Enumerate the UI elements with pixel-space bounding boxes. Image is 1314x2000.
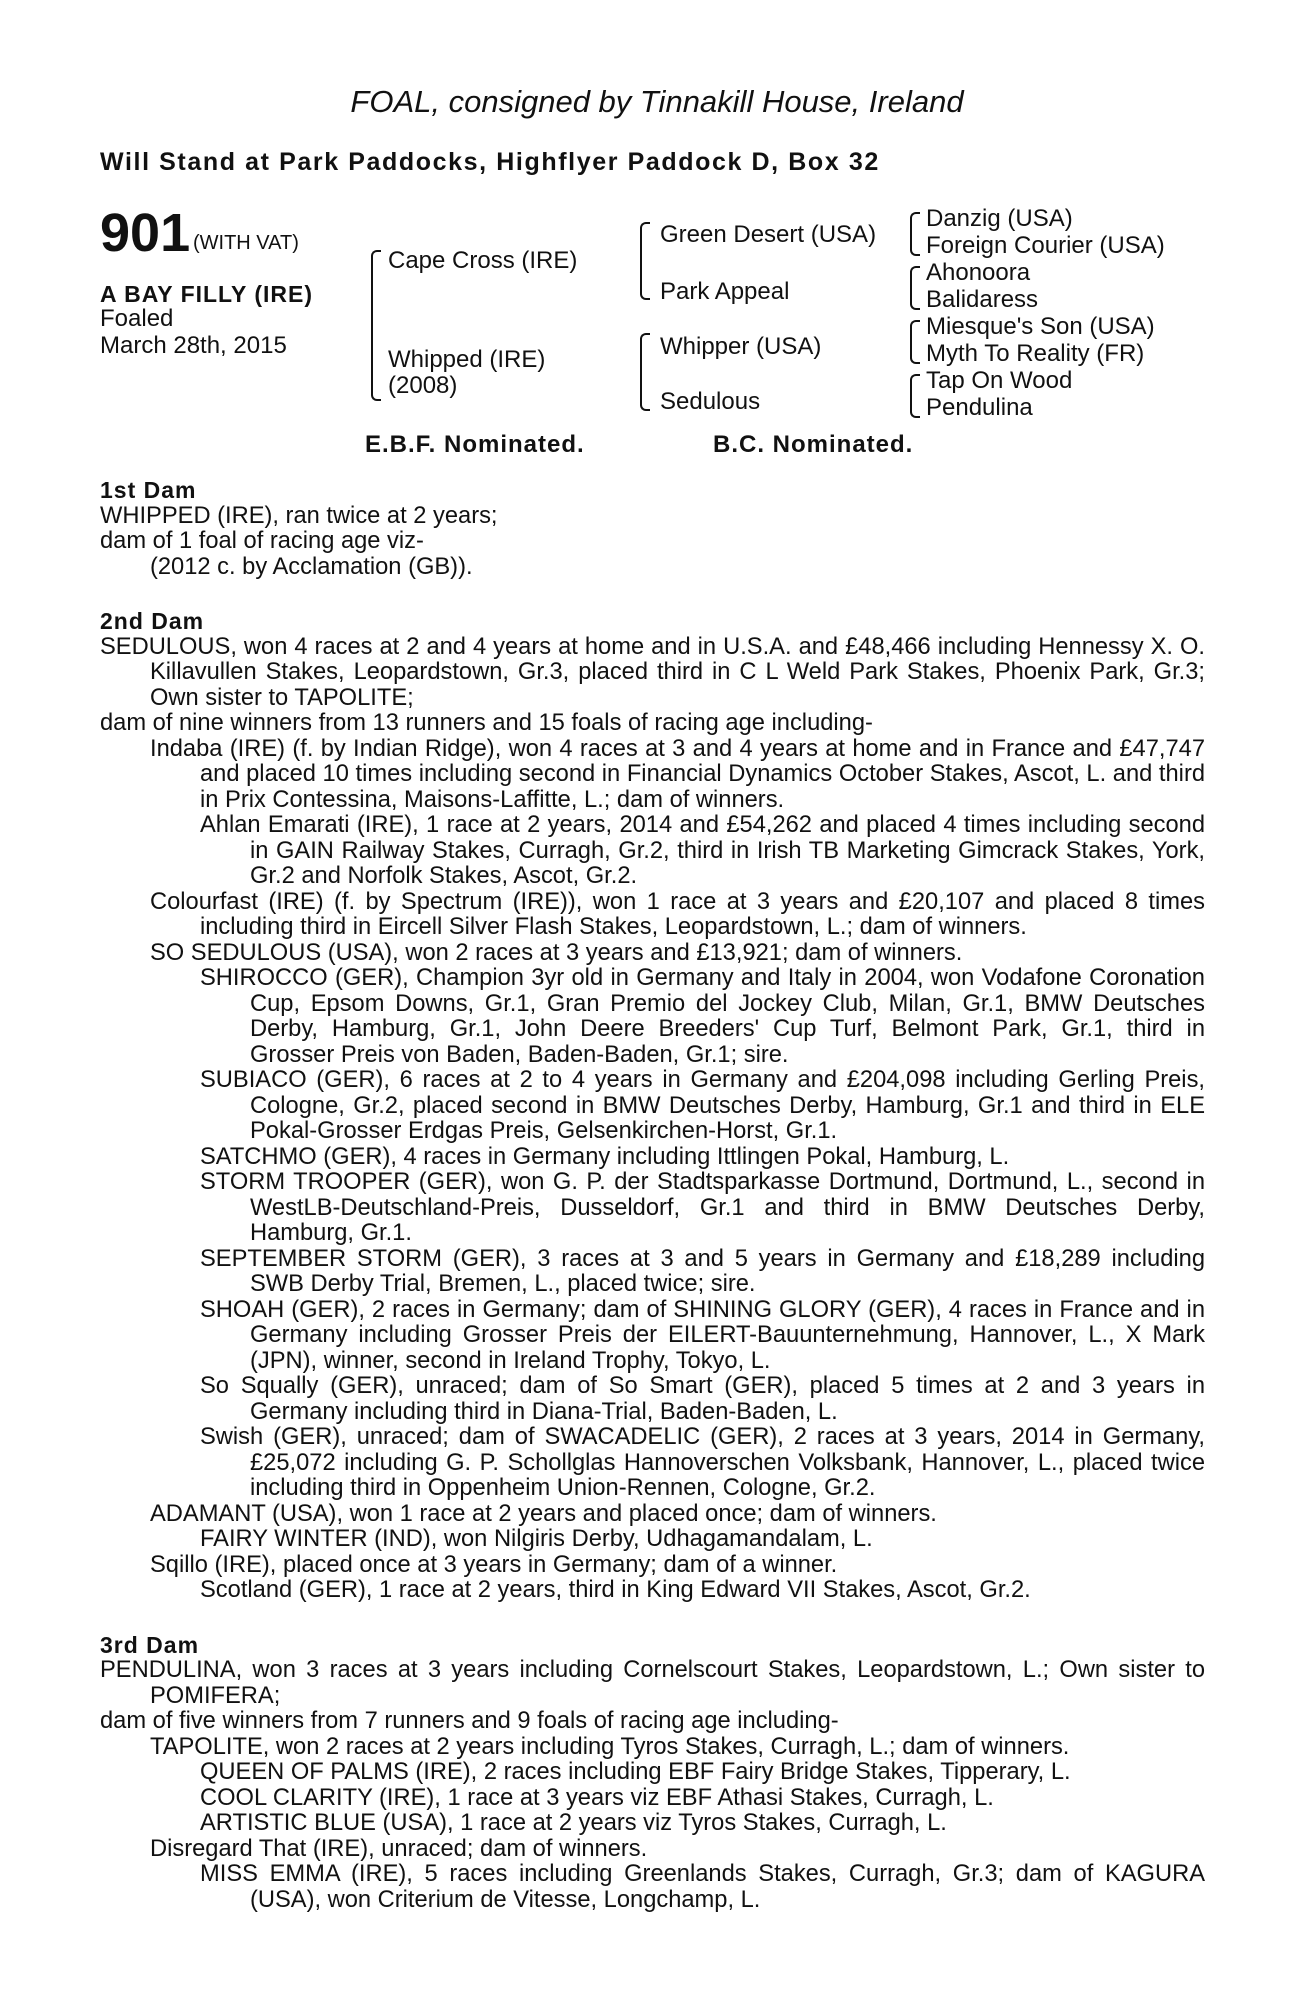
produce-entry: SO SEDULOUS (USA), won 2 races at 3 years and £13,921; dam of winners.: [150, 939, 963, 966]
produce-entry: SEPTEMBER STORM (GER), 3 races at 3 and 5 years in Germany and £18,289 including SWB Derby Trial, Bremen, L., placed twice; sire.: [200, 1245, 1205, 1297]
lot-number: 901: [100, 203, 191, 263]
first-dam-line: (2012 c. by Acclamation (GB)).: [150, 553, 473, 580]
third-dam-heading: 3rd Dam: [100, 1631, 200, 1658]
second-dam-heading: 2nd Dam: [100, 608, 205, 634]
pedigree-g3-7: Tap On Wood: [926, 367, 1073, 394]
pedigree-g3-4: Balidaress: [926, 286, 1039, 313]
pedigree-g3-1: Danzig (USA): [926, 205, 1073, 232]
pedigree-brace: [910, 266, 920, 310]
produce-entry: Ahlan Emarati (IRE), 1 race at 2 years, 2014 and £54,262 and placed 4 times including second in GAIN Railway Stakes, Curragh, Gr.2, third in Irish TB Marketing Gimcrack Stakes, York, Gr.2 and Norfolk Stakes, Ascot, Gr.2.: [200, 812, 1205, 889]
ebf-nominated: E.B.F. Nominated.: [365, 431, 585, 458]
first-dam-line: WHIPPED (IRE), ran twice at 2 years;: [100, 502, 498, 529]
pedigree-sire: Cape Cross (IRE): [388, 247, 578, 274]
pedigree-g3-5: Miesque's Son (USA): [926, 313, 1155, 340]
pedigree-brace: [910, 374, 920, 418]
foaled-date: March 28th, 2015: [100, 332, 287, 359]
produce-entry: SHIROCCO (GER), Champion 3yr old in Germany and Italy in 2004, won Vodafone Coronation Cup, Epsom Downs, Gr.1, Gran Premio del Jockey Club, Milan, Gr.1, BMW Deutsches Derby, Hamburg, Gr.1, John Deere Breeders' Cup Turf, Belmont Park, Gr.1, third in Grosser Preis von Baden, Baden-Baden, Gr.1; sire.: [200, 965, 1205, 1068]
produce-entry: FAIRY WINTER (IND), won Nilgiris Derby, Udhagamandalam, L.: [200, 1526, 873, 1552]
pedigree-dam-dam: Sedulous: [660, 388, 761, 415]
produce-entry: ARTISTIC BLUE (USA), 1 race at 2 years viz Tyros Stakes, Curragh, L.: [200, 1810, 947, 1836]
dam-record: SEDULOUS, won 4 races at 2 and 4 years at home and in U.S.A. and £48,466 including Hennessy X. O. Killavullen Stakes, Leopardstown, Gr.3, placed third in C L Weld Park Stakes, Phoenix Park, Gr.3; Own sister to TAPOLITE;: [100, 633, 1205, 711]
dam-record: PENDULINA, won 3 races at 3 years including Cornelscourt Stakes, Leopardstown, L.; Own sister to POMIFERA;: [100, 1657, 1205, 1709]
pedigree-sire-dam: Park Appeal: [660, 278, 790, 305]
pedigree-brace: [640, 333, 650, 411]
pedigree-g3-6: Myth To Reality (FR): [926, 340, 1145, 367]
pedigree-brace: [640, 222, 650, 300]
produce-entry: SATCHMO (GER), 4 races in Germany including Ittlingen Pokal, Hamburg, L.: [200, 1143, 1010, 1170]
produce-entry: Indaba (IRE) (f. by Indian Ridge), won 4 races at 3 and 4 years at home and in France and £47,747 and placed 10 times including second in Financial Dynamics October Stakes, Ascot, L. and third in Prix Contessina, Maisons-Laffitte, L.; dam of winners.: [150, 735, 1205, 813]
produce-entry: SHOAH (GER), 2 races in Germany; dam of SHINING GLORY (GER), 4 races in France and in Germany including Grosser Preis der EILERT-Bauunternehmung, Hannover, L., X Mark (JPN), winner, second in Ireland Trophy, Tokyo, L.: [200, 1296, 1205, 1374]
dam-produce-summary: dam of five winners from 7 runners and 9 foals of racing age including-: [100, 1708, 839, 1734]
pedigree-brace: [910, 212, 920, 256]
produce-entry: Swish (GER), unraced; dam of SWACADELIC (GER), 2 races at 3 years, 2014 in Germany, £25,072 including G. P. Schollglas Hannoverschen Volksbank, Hannover, L., placed twice including third in Oppenheim Union-Rennen, Cologne, Gr.2.: [200, 1424, 1205, 1501]
produce-entry: Disregard That (IRE), unraced; dam of winners.: [150, 1835, 648, 1862]
pedigree-dam-sire: Whipper (USA): [660, 333, 822, 360]
vat-note: (WITH VAT): [193, 232, 299, 254]
pedigree-g3-2: Foreign Courier (USA): [926, 232, 1165, 259]
consignment-title: FOAL, consigned by Tinnakill House, Ireland: [350, 84, 964, 119]
first-dam-line: dam of 1 foal of racing age viz-: [100, 528, 424, 554]
produce-entry: MISS EMMA (IRE), 5 races including Greenlands Stakes, Curragh, Gr.3; dam of KAGURA (USA), won Criterium de Vitesse, Longchamp, L.: [200, 1861, 1205, 1913]
produce-entry: QUEEN OF PALMS (IRE), 2 races including EBF Fairy Bridge Stakes, Tipperary, L.: [200, 1759, 1071, 1785]
pedigree-dam: Whipped (IRE): [388, 346, 546, 373]
horse-description: A BAY FILLY (IRE): [100, 281, 313, 307]
produce-entry: Scotland (GER), 1 race at 2 years, third in King Edward VII Stakes, Ascot, Gr.2.: [200, 1577, 1031, 1603]
produce-entry: Colourfast (IRE) (f. by Spectrum (IRE)), won 1 race at 3 years and £20,107 and placed 8 times including third in Eircell Silver Flash Stakes, Leopardstown, L.; dam of winners.: [150, 888, 1205, 940]
produce-entry: TAPOLITE, won 2 races at 2 years including Tyros Stakes, Curragh, L.; dam of winners.: [150, 1733, 1070, 1760]
produce-entry: Sqillo (IRE), placed once at 3 years in Germany; dam of a winner.: [150, 1551, 838, 1578]
pedigree-g3-8: Pendulina: [926, 394, 1033, 421]
produce-entry: SUBIACO (GER), 6 races at 2 to 4 years in Germany and £204,098 including Gerling Preis, Cologne, Gr.2, placed second in BMW Deutsches Derby, Hamburg, Gr.1 and third in ELE Pokal-Grosser Erdgas Preis, Gelsenkirchen-Horst, Gr.1.: [200, 1067, 1205, 1144]
produce-entry: So Squally (GER), unraced; dam of So Smart (GER), placed 5 times at 2 and 3 years in Germany including third in Diana-Trial, Baden-Baden, L.: [200, 1373, 1205, 1425]
produce-entry: COOL CLARITY (IRE), 1 race at 3 years viz EBF Athasi Stakes, Curragh, L.: [200, 1784, 994, 1811]
produce-entry: STORM TROOPER (GER), won G. P. der Stadtsparkasse Dortmund, Dortmund, L., second in WestLB-Deutschland-Preis, Dusseldorf, Gr.1 and third in BMW Deutsches Derby, Hamburg, Gr.1.: [200, 1169, 1205, 1246]
pedigree-dam-year: (2008): [388, 372, 458, 399]
bc-nominated: B.C. Nominated.: [713, 431, 914, 458]
foaled-label: Foaled: [100, 305, 174, 332]
pedigree-sire-sire: Green Desert (USA): [660, 221, 877, 248]
pedigree-brace: [371, 250, 381, 401]
stand-location: Will Stand at Park Paddocks, Highflyer Paddock D, Box 32: [100, 148, 880, 176]
catalogue-body: [100, 478, 1205, 1913]
first-dam-heading: 1st Dam: [100, 477, 197, 503]
pedigree-g3-3: Ahonoora: [926, 259, 1031, 286]
produce-entry: ADAMANT (USA), won 1 race at 2 years and placed once; dam of winners.: [150, 1500, 937, 1527]
dam-produce-summary: dam of nine winners from 13 runners and 15 foals of racing age including-: [100, 710, 873, 736]
pedigree-brace: [910, 320, 920, 364]
